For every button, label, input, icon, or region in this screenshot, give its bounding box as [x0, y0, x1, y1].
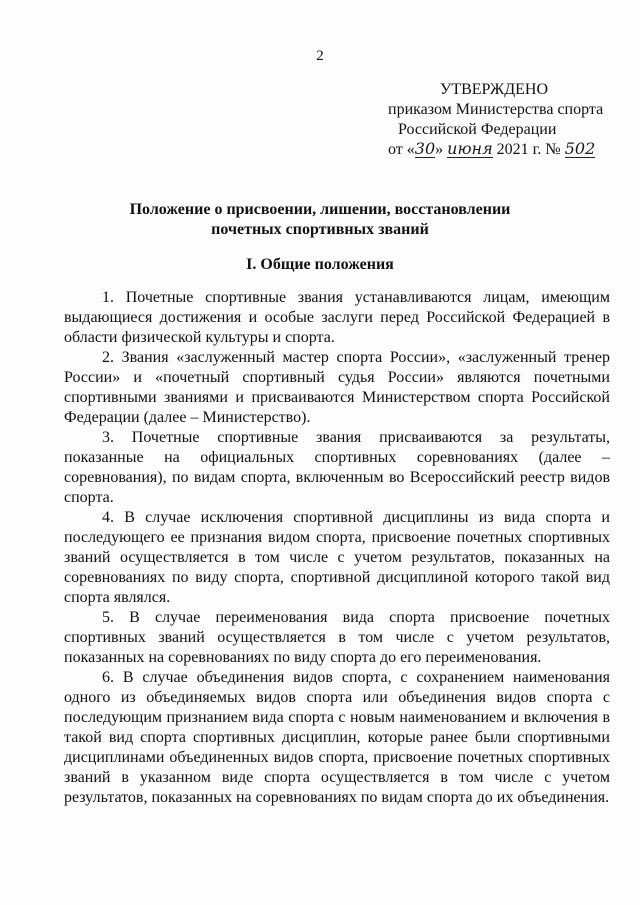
approval-order-line: приказом Министерства спорта	[388, 101, 604, 118]
date-year: 2021 г. №	[492, 141, 565, 158]
handwritten-order-number: 502	[564, 139, 596, 158]
approval-heading: УТВЕРЖДЕНО	[440, 81, 549, 98]
paragraph-6: 6. В случае объединения видов спорта, с сохранением наименования одного из объединяемых видов спорта или объединения видов спорта с последующим признанием вида спорта с новым наименованием и включения в такой вид спорта спортивных дисциплин, которые ранее были спортивными дисциплинами объединенных видов спорта, присвоение почетных спортивных званий в указанном виде спорта осуществляется в том числе с учетом результатов, показанных на соревнованиях по видам спорта до их объединения.	[64, 669, 610, 806]
title-line-1: Положение о присвоении, лишении, восстановлении	[129, 201, 511, 218]
approval-block	[388, 80, 618, 160]
paragraph-5: 5. В случае переименования вида спорта присвоение почетных спортивных званий осуществляется в том числе с учетом результатов, показанных на соревнованиях по виду спорта до его переименования.	[64, 609, 610, 666]
section-heading: I. Общие положения	[246, 256, 394, 273]
approval-ministry-line: Российской Федерации	[398, 121, 557, 138]
document-body	[64, 288, 610, 808]
handwritten-month: июня	[447, 139, 493, 158]
paragraph-3: 3. Почетные спортивные звания присваиваются за результаты, показанные на официальных спортивных соревнованиях (далее – соревнования), по видам спорта, включенным во Всероссийский реестр видов спорта.	[64, 429, 610, 506]
page-number: 2	[316, 48, 324, 64]
handwritten-day: 30	[414, 139, 436, 158]
document-title	[0, 200, 640, 240]
title-line-2: почетных спортивных званий	[211, 221, 429, 238]
date-prefix: от «	[388, 141, 415, 158]
paragraph-2: 2. Звания «заслуженный мастер спорта России», «заслуженный тренер России» и «почетный спортивный судья России» являются почетными спортивными званиями и присваиваются Министерством спорта Российской Федерации (далее – Министерство).	[64, 349, 610, 426]
paragraph-1: 1. Почетные спортивные звания устанавливаются лицам, имеющим выдающиеся достижения и особые заслуги перед Российской Федерацией в области физической культуры и спорта.	[64, 289, 610, 346]
paragraph-4: 4. В случае исключения спортивной дисциплины из вида спорта и последующего ее признания видом спорта, присвоение почетных спортивных званий осуществляется в том числе с учетом результатов, показанных на соревнованиях по виду спорта, спортивной дисциплиной которого такой вид спорта являлся.	[64, 509, 610, 606]
date-mid: »	[435, 141, 448, 158]
approval-date-line	[388, 140, 618, 160]
